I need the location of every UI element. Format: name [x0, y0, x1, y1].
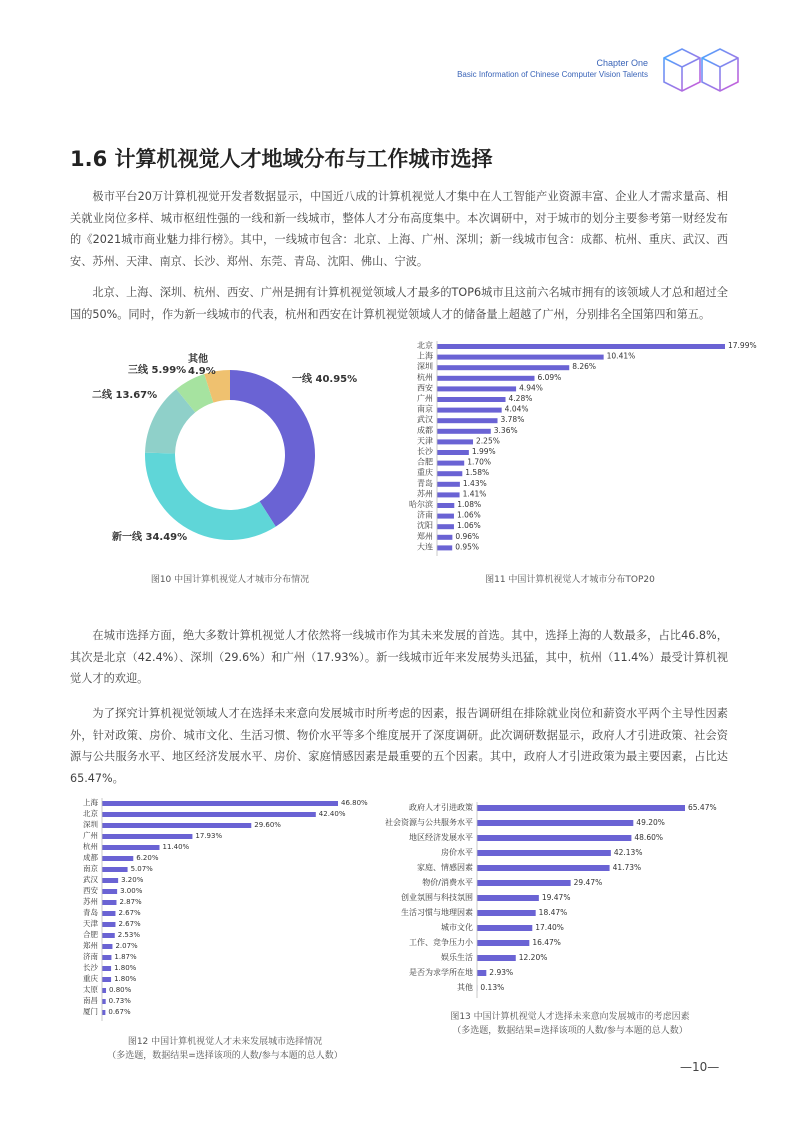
bar	[437, 503, 454, 508]
category-label: 武汉	[417, 415, 433, 425]
future-city-choice-bar-chart	[60, 798, 390, 1026]
value-label: 6.09%	[537, 372, 562, 382]
value-label: 46.80%	[341, 799, 368, 807]
category-label: 合肥	[417, 457, 433, 467]
value-label: 17.99%	[728, 341, 757, 350]
bar	[437, 344, 725, 349]
category-label: 娱乐生活	[441, 953, 473, 962]
value-label: 10.41%	[606, 351, 636, 361]
paragraph-4: 为了探究计算机视觉领域人才在选择未来意向发展城市时所考虑的因素，报告调研组在排除就业岗位和薪资水平两个主导性因素外，针对政策、房价、城市文化、生活习惯、物价水平等多个维度展开了深度调研。此次调研数据显示，政府人才引进政策、社会资源与公共服务水平、地区经济发展水平、房价、家庭情感因素是最重要的五个因素。其中，政府人才引进政策为最主要因素，占比达65.47%。	[70, 707, 728, 785]
category-label: 上海	[417, 351, 433, 361]
bar	[102, 944, 112, 949]
category-label: 成都	[417, 425, 433, 435]
value-label: 4.94%	[519, 383, 543, 393]
category-label: 地区经济发展水平	[409, 833, 473, 842]
category-label: 武汉	[83, 875, 98, 884]
donut-label-0: 一线 40.95%	[292, 374, 358, 385]
category-label: 成都	[83, 853, 98, 862]
value-label: 17.93%	[195, 832, 223, 840]
chapter-header	[440, 58, 648, 79]
bar	[477, 970, 486, 976]
value-label: 4.04%	[504, 404, 529, 414]
bar	[437, 408, 502, 413]
bar	[102, 977, 111, 982]
bar	[477, 895, 539, 901]
bar	[437, 524, 454, 529]
value-label: 18.47%	[538, 908, 568, 917]
category-label: 房价水平	[441, 848, 473, 857]
value-label: 1.41%	[462, 489, 487, 499]
category-label: 天津	[417, 436, 433, 446]
category-label: 哈尔滨	[409, 500, 433, 509]
bar	[102, 867, 128, 872]
value-label: 16.47%	[532, 938, 561, 947]
section-title: 1.6 计算机视觉人才地域分布与工作城市选择	[70, 147, 493, 171]
category-label: 南京	[417, 404, 433, 414]
bar	[102, 856, 133, 861]
category-label: 杭州	[417, 372, 433, 382]
bar	[477, 805, 685, 811]
donut-label-4: 其他	[188, 354, 208, 365]
value-label: 29.47%	[573, 878, 603, 887]
value-label: 3.00%	[120, 887, 143, 895]
bar	[102, 966, 111, 971]
bar	[102, 900, 116, 905]
donut-value-4: 4.9%	[188, 366, 216, 377]
bar	[477, 865, 610, 871]
bar	[102, 955, 111, 960]
figure-11-caption: 图11 中国计算机视觉人才城市分布TOP20	[485, 575, 655, 585]
city-tier-donut-chart	[70, 340, 390, 570]
category-label: 郑州	[417, 531, 433, 541]
bar	[437, 471, 462, 476]
bar	[102, 801, 338, 806]
bar	[437, 397, 506, 402]
paragraph-3: 在城市选择方面，绝大多数计算机视觉人才依然将一线城市作为其未来发展的首选。其中，选择上海的人数最多，占比46.8%，其次是北京（42.4%）、深圳（29.6%）和广州（17.93%）。新一线城市近年来发展势头迅猛，其中，杭州（11.4%）最受计算机视觉人才的欢迎。	[70, 629, 728, 685]
bar	[102, 834, 192, 839]
category-label: 苏州	[83, 897, 98, 906]
category-label: 沈阳	[417, 521, 433, 531]
value-label: 17.40%	[535, 923, 564, 932]
category-label: 上海	[83, 798, 98, 807]
category-label: 是否为求学所在地	[409, 968, 473, 977]
category-label: 工作、竞争压力小	[409, 938, 473, 947]
bar	[477, 835, 631, 841]
paragraph-2: 北京、上海、深圳、杭州、西安、广州是拥有计算机视觉领域人才最多的TOP6城市且这前六名城市拥有的该领域人才总和超过全国的50%。同时，作为新一线城市的代表，杭州和西安在计算机视觉领域人才的储备量上超越了广州，分别排名全国第四和第五。	[70, 286, 728, 321]
value-label: 49.20%	[636, 818, 665, 827]
donut-slice-1	[145, 453, 276, 540]
value-label: 2.53%	[117, 931, 141, 939]
category-label: 西安	[83, 886, 98, 895]
bar	[102, 911, 115, 916]
value-label: 2.93%	[489, 968, 514, 977]
category-label: 厦门	[83, 1007, 98, 1016]
value-label: 1.08%	[457, 500, 482, 509]
category-label: 深圳	[83, 820, 98, 829]
bar	[477, 820, 633, 826]
donut-label-2: 二线 13.67%	[92, 390, 158, 401]
value-label: 0.96%	[455, 531, 480, 541]
bar	[437, 376, 534, 381]
category-label: 西安	[417, 383, 433, 393]
bar	[437, 439, 473, 444]
category-label: 社会资源与公共服务水平	[385, 818, 473, 827]
category-label: 北京	[417, 341, 433, 350]
donut-label-1: 新一线 34.49%	[112, 532, 188, 543]
category-label: 城市文化	[441, 923, 473, 932]
value-label: 2.87%	[119, 898, 142, 906]
value-label: 42.13%	[613, 848, 643, 857]
value-label: 42.40%	[318, 810, 346, 818]
bar	[437, 365, 569, 370]
category-label: 南京	[83, 864, 98, 873]
category-label: 深圳	[417, 362, 433, 372]
bar	[102, 1010, 105, 1015]
category-label: 物价/消费水平	[422, 878, 473, 887]
category-label: 创业氛围与科技氛围	[401, 893, 473, 902]
bar	[102, 845, 159, 850]
category-label: 广州	[417, 394, 433, 403]
value-label: 6.20%	[136, 854, 159, 862]
category-label: 苏州	[417, 489, 433, 499]
value-label: 2.67%	[118, 909, 141, 917]
bar	[477, 880, 571, 886]
bar	[437, 355, 604, 360]
donut-label-3: 三线 5.99%	[128, 365, 187, 376]
category-label: 郑州	[83, 941, 98, 950]
bar	[437, 386, 516, 391]
category-label: 天津	[83, 919, 98, 928]
value-label: 1.70%	[467, 457, 492, 467]
bar	[437, 418, 498, 423]
top20-city-bar-chart	[395, 340, 775, 568]
value-label: 2.07%	[115, 942, 138, 950]
category-label: 北京	[83, 809, 98, 818]
category-label: 重庆	[417, 468, 433, 478]
value-label: 2.67%	[118, 920, 141, 928]
bar	[477, 850, 611, 856]
figure-13-title: 图13 中国计算机视觉人才选择未来意向发展城市的考虑因素	[450, 1012, 690, 1022]
category-label: 南昌	[83, 996, 98, 1005]
bar	[437, 482, 460, 487]
value-label: 1.80%	[114, 975, 137, 983]
donut-slice-0	[230, 370, 315, 527]
category-label: 生活习惯与地理因素	[401, 908, 473, 917]
value-label: 1.87%	[114, 953, 137, 961]
value-label: 1.06%	[456, 510, 481, 520]
figure-13-note: （多选题，数据结果=选择该项的人数/参与本题的总人数）	[452, 1026, 688, 1036]
category-label: 济南	[417, 510, 433, 520]
bar	[437, 492, 460, 497]
category-label: 青岛	[83, 908, 98, 917]
figure-12-note: （多选题，数据结果=选择该项的人数/参与本题的总人数）	[107, 1051, 343, 1061]
figure-12-caption	[60, 1035, 390, 1063]
category-label: 大连	[417, 542, 433, 552]
bar	[437, 545, 452, 550]
value-label: 29.60%	[254, 821, 281, 829]
value-label: 12.20%	[518, 953, 548, 962]
figure-13-caption	[405, 1010, 735, 1038]
bar	[102, 812, 316, 817]
category-label: 长沙	[417, 447, 433, 456]
bar	[102, 999, 106, 1004]
bar	[437, 429, 491, 434]
category-label: 青岛	[417, 478, 433, 488]
value-label: 3.20%	[121, 876, 144, 884]
cube-logo-icon	[660, 44, 744, 96]
bar	[102, 922, 115, 927]
value-label: 0.73%	[108, 997, 131, 1005]
bar	[437, 514, 454, 519]
category-label: 长沙	[83, 963, 98, 972]
value-label: 0.95%	[455, 542, 480, 552]
paragraph-1: 极市平台20万计算机视觉开发者数据显示，中国近八成的计算机视觉人才集中在人工智能产业资源丰富、企业人才需求量高、相关就业岗位多样、城市枢纽性强的一线和新一线城市，整体人才分布高度集中。本次调研中，对于城市的划分主要参考第一财经发布的《2021城市商业魅力排行榜》。其中，一线城市包含：北京、上海、广州、深圳；新一线城市包含：成都、杭州、重庆、武汉、西安、苏州、天津、南京、长沙、郑州、东莞、青岛、沈阳、佛山、宁波。	[70, 190, 728, 268]
value-label: 1.80%	[114, 964, 137, 972]
figure-12-title: 图12 中国计算机视觉人才未来发展城市选择情况	[127, 1037, 323, 1047]
value-label: 19.47%	[541, 893, 571, 902]
bar	[477, 955, 516, 961]
bar	[102, 988, 106, 993]
city-choice-factors-bar-chart	[385, 800, 765, 998]
value-label: 1.58%	[465, 468, 490, 478]
bar	[102, 933, 115, 938]
category-label: 重庆	[83, 974, 98, 983]
category-label: 家庭、情感因素	[417, 863, 473, 872]
value-label: 0.13%	[480, 983, 505, 992]
value-label: 41.73%	[612, 863, 642, 872]
bar	[477, 940, 529, 946]
value-label: 65.47%	[688, 803, 717, 812]
bar	[477, 910, 536, 916]
value-label: 0.67%	[108, 1008, 131, 1016]
bar	[437, 450, 469, 455]
category-label: 杭州	[83, 842, 98, 851]
bar	[102, 889, 117, 894]
bar	[437, 461, 464, 466]
value-label: 4.28%	[508, 394, 533, 403]
bar	[437, 535, 452, 540]
value-label: 3.36%	[493, 425, 518, 435]
bar	[477, 925, 532, 931]
value-label: 11.40%	[162, 843, 190, 851]
category-label: 政府人才引进政策	[409, 803, 473, 812]
value-label: 2.25%	[476, 436, 500, 446]
figure-10-caption: 图10 中国计算机视觉人才城市分布情况	[150, 575, 310, 585]
value-label: 3.78%	[500, 415, 525, 425]
bar	[102, 823, 251, 828]
category-label: 合肥	[83, 930, 98, 939]
page-number: —10—	[680, 1060, 720, 1074]
value-label: 1.43%	[462, 478, 487, 488]
value-label: 5.07%	[130, 865, 153, 873]
value-label: 48.60%	[634, 833, 664, 842]
category-label: 其他	[457, 983, 473, 992]
chapter-label: Chapter One	[596, 58, 648, 68]
value-label: 8.26%	[572, 362, 597, 372]
category-label: 济南	[83, 952, 98, 961]
category-label: 太原	[83, 985, 98, 994]
category-label: 广州	[83, 831, 98, 840]
chapter-subtitle: Basic Information of Chinese Computer Vision Talents	[457, 70, 648, 79]
value-label: 0.80%	[109, 986, 132, 994]
value-label: 1.99%	[471, 447, 496, 456]
bar	[102, 878, 118, 883]
value-label: 1.06%	[456, 521, 481, 531]
